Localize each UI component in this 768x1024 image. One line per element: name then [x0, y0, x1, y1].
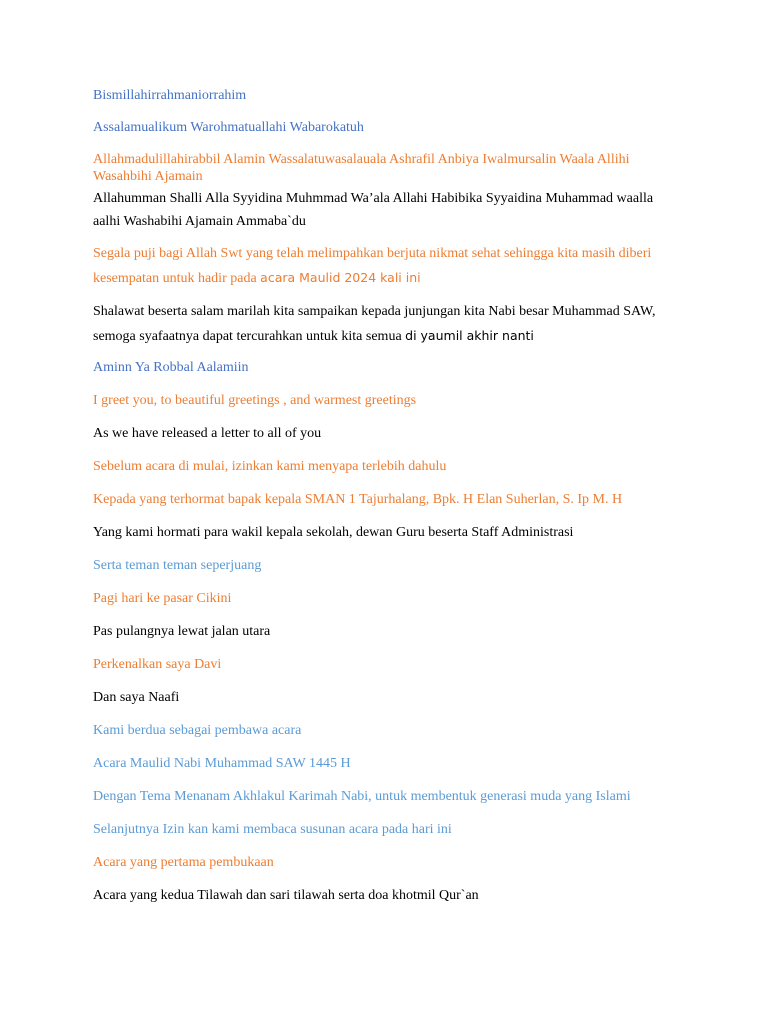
paragraph-shalawat-arab: Allahumman Shalli Alla Syyidina Muhmmad Wa’ala Allahi Habibika Syyaidina Muhammad waalla aalhi Washabihi Ajamain Ammaba`du — [93, 191, 654, 229]
paragraph-kepala-sekolah: Kepada yang terhormat bapak kepala SMAN 1 Tajurhalang, Bpk. H Elan Suherlan, S. Ip M. H — [93, 492, 623, 507]
paragraph-teman: Serta teman teman seperjuang — [93, 558, 262, 573]
paragraph-pembawa-acara: Kami berdua sebagai pembawa acara — [93, 723, 302, 738]
paragraph-salam: Assalamualikum Warohmatuallahi Wabarokatuh — [93, 120, 364, 135]
paragraph-acara-maulid: Acara Maulid Nabi Muhammad SAW 1445 H — [93, 756, 351, 771]
paragraph-pantun-1: Pagi hari ke pasar Cikini — [93, 591, 232, 606]
paragraph-greeting-en: I greet you, to beautiful greetings , and warmest greetings — [93, 393, 417, 408]
paragraph-sebelum-acara: Sebelum acara di mulai, izinkan kami menyapa terlebih dahulu — [93, 459, 447, 474]
paragraph-acara-kedua: Acara yang kedua Tilawah dan sari tilawah serta doa khotmil Qur`an — [93, 888, 479, 903]
paragraph-acara-pertama: Acara yang pertama pembukaan — [93, 855, 274, 870]
paragraph-susunan-acara: Selanjutnya Izin kan kami membaca susunan acara pada hari ini — [93, 822, 452, 837]
paragraph-puji-syukur-tail: acara Maulid 2024 kali ini — [260, 270, 421, 285]
paragraph-naafi: Dan saya Naafi — [93, 690, 180, 705]
paragraph-puji-syukur — [93, 242, 673, 291]
paragraph-shalawat — [93, 300, 673, 349]
paragraph-wakil-kepala: Yang kami hormati para wakil kepala sekolah, dewan Guru beserta Staff Administrasi — [93, 525, 574, 540]
paragraph-pantun-2: Pas pulangnya lewat jalan utara — [93, 624, 271, 639]
paragraph-perkenalan: Perkenalkan saya Davi — [93, 657, 222, 672]
paragraph-hamdalah: Allahmadulillahirabbil Alamin Wassalatuwasalauala Ashrafil Anbiya Iwalmursalin Waala Allihi Wasahbihi Ajamain — [93, 152, 630, 184]
paragraph-shalawat-text: Shalawat beserta salam marilah kita sampaikan kepada junjungan kita Nabi besar Muhammad SAW, semoga syafaatnya dapat tercurahkan untuk kita semua — [93, 304, 656, 344]
paragraph-bismillah: Bismillahirrahmaniorrahim — [93, 88, 247, 103]
paragraph-puji-syukur-text: Segala puji bagi Allah Swt yang telah melimpahkan berjuta nikmat sehat sehingga kita masih diberi kesempatan untuk hadir pada — [93, 246, 652, 286]
document-page — [93, 86, 673, 904]
paragraph-shalawat-tail: di yaumil akhir nanti — [405, 328, 534, 343]
paragraph-tema: Dengan Tema Menanam Akhlakul Karimah Nabi, untuk membentuk generasi muda yang Islami — [93, 789, 631, 804]
paragraph-amin: Aminn Ya Robbal Aalamiin — [93, 360, 249, 375]
paragraph-letter-en: As we have released a letter to all of you — [93, 426, 322, 441]
